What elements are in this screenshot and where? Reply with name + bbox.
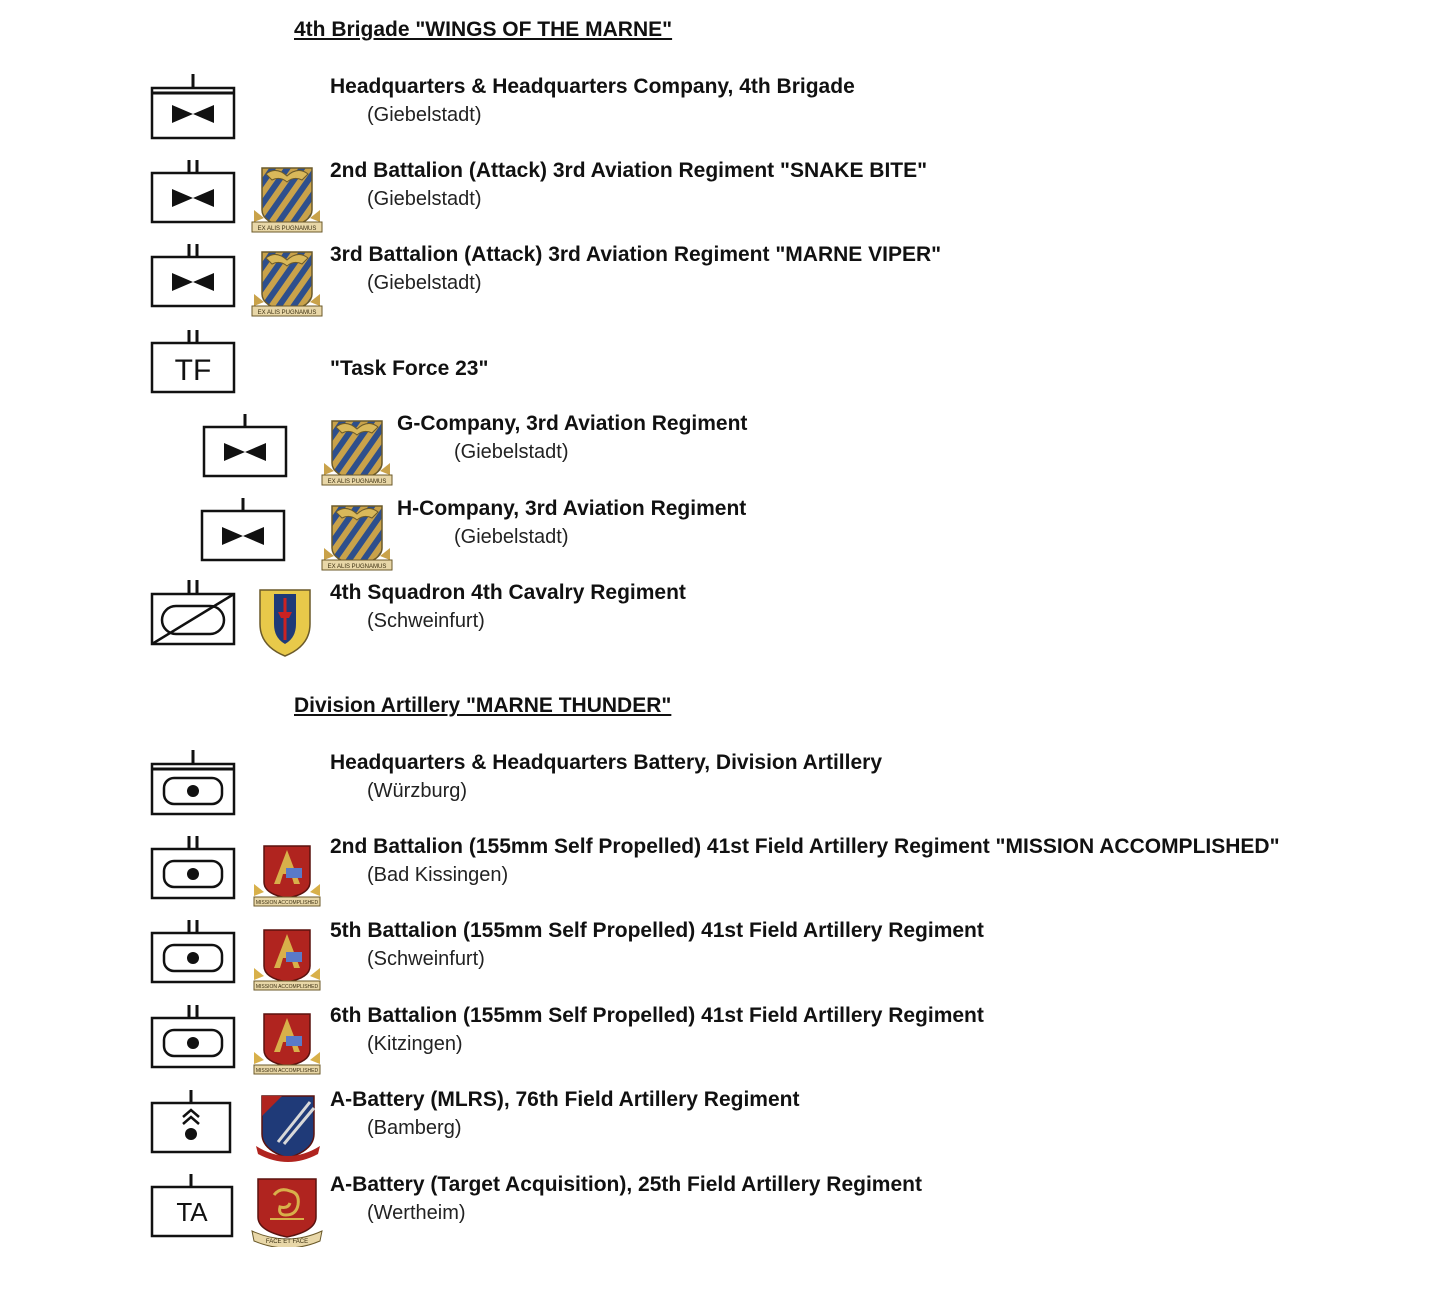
unit-location: (Giebelstadt) (454, 441, 569, 463)
unit-name: Headquarters & Headquarters Company, 4th Brigade (330, 75, 855, 98)
crest-motto: MISSION ACCOMPLISHED (255, 1068, 319, 1074)
symbol-text: TA (176, 1197, 208, 1227)
unit-location: (Giebelstadt) (367, 272, 482, 294)
41st-field-artillery-crest-icon (250, 926, 324, 992)
unit-name: 6th Battalion (155mm Self Propelled) 41st Field Artillery Regiment (330, 1004, 984, 1027)
41st-field-artillery-crest-icon (250, 842, 324, 908)
unit-location: (Schweinfurt) (367, 610, 485, 632)
unit-name: 5th Battalion (155mm Self Propelled) 41st Field Artillery Regiment (330, 919, 984, 942)
artillery-hq-symbol (150, 750, 238, 818)
unit-name: A-Battery (Target Acquisition), 25th Field Artillery Regiment (330, 1173, 922, 1196)
unit-location: (Kitzingen) (367, 1033, 463, 1055)
target-acquisition-battery-symbol (150, 1174, 236, 1240)
4th-cavalry-regiment-crest-icon (256, 584, 314, 660)
unit-name: "Task Force 23" (330, 357, 489, 380)
sp-artillery-battalion-symbol (150, 920, 238, 986)
symbol-text: TF (174, 354, 212, 387)
crest-motto: EX ALIS PUGNAMUS (257, 310, 317, 316)
3rd-aviation-regiment-crest-icon (320, 417, 394, 487)
crest-motto: MISSION ACCOMPLISHED (255, 900, 319, 906)
sp-artillery-battalion-symbol (150, 1005, 238, 1071)
crest-motto: FACE ET FACE (265, 1239, 309, 1245)
unit-location: (Giebelstadt) (367, 104, 482, 126)
aviation-battalion-symbol (150, 244, 238, 310)
aviation-hq-symbol (150, 74, 238, 142)
unit-location: (Giebelstadt) (367, 188, 482, 210)
crest-motto: EX ALIS PUGNAMUS (327, 479, 387, 485)
task-force-symbol (150, 330, 238, 396)
armored-cavalry-squadron-symbol (150, 580, 238, 648)
unit-name: G-Company, 3rd Aviation Regiment (397, 412, 748, 435)
unit-location: (Schweinfurt) (367, 948, 485, 970)
aviation-battalion-symbol (150, 160, 238, 226)
unit-location: (Bad Kissingen) (367, 864, 509, 886)
unit-name: Headquarters & Headquarters Battery, Division Artillery (330, 751, 883, 774)
unit-location: (Würzburg) (367, 780, 468, 802)
aviation-company-symbol (200, 498, 288, 564)
3rd-aviation-regiment-crest-icon (250, 164, 324, 234)
unit-location: (Wertheim) (367, 1202, 466, 1224)
unit-name: A-Battery (MLRS), 76th Field Artillery Regiment (330, 1088, 800, 1111)
unit-name: 4th Squadron 4th Cavalry Regiment (330, 581, 686, 604)
76th-field-artillery-crest-icon (252, 1092, 324, 1166)
unit-name: 3rd Battalion (Attack) 3rd Aviation Regiment "MARNE VIPER" (330, 243, 942, 266)
41st-field-artillery-crest-icon (250, 1010, 324, 1076)
unit-name: 2nd Battalion (155mm Self Propelled) 41st Field Artillery Regiment "MISSION ACCOMPLISHED" (330, 835, 1280, 858)
section-title-division-artillery: Division Artillery "MARNE THUNDER" (294, 694, 672, 717)
crest-motto: EX ALIS PUGNAMUS (257, 226, 317, 232)
crest-motto: MISSION ACCOMPLISHED (255, 984, 319, 990)
3rd-aviation-regiment-crest-icon (320, 502, 394, 572)
crest-motto: EX ALIS PUGNAMUS (327, 564, 387, 570)
rocket-artillery-battery-symbol (150, 1090, 236, 1156)
section-title-4th-brigade: 4th Brigade "WINGS OF THE MARNE" (294, 18, 673, 41)
aviation-company-symbol (202, 414, 290, 480)
unit-location: (Bamberg) (367, 1117, 462, 1139)
unit-name: 2nd Battalion (Attack) 3rd Aviation Regiment "SNAKE BITE" (330, 159, 928, 182)
3rd-aviation-regiment-crest-icon (250, 248, 324, 318)
sp-artillery-battalion-symbol (150, 836, 238, 902)
unit-name: H-Company, 3rd Aviation Regiment (397, 497, 747, 520)
unit-location: (Giebelstadt) (454, 526, 569, 548)
25th-field-artillery-crest-icon (250, 1175, 324, 1247)
